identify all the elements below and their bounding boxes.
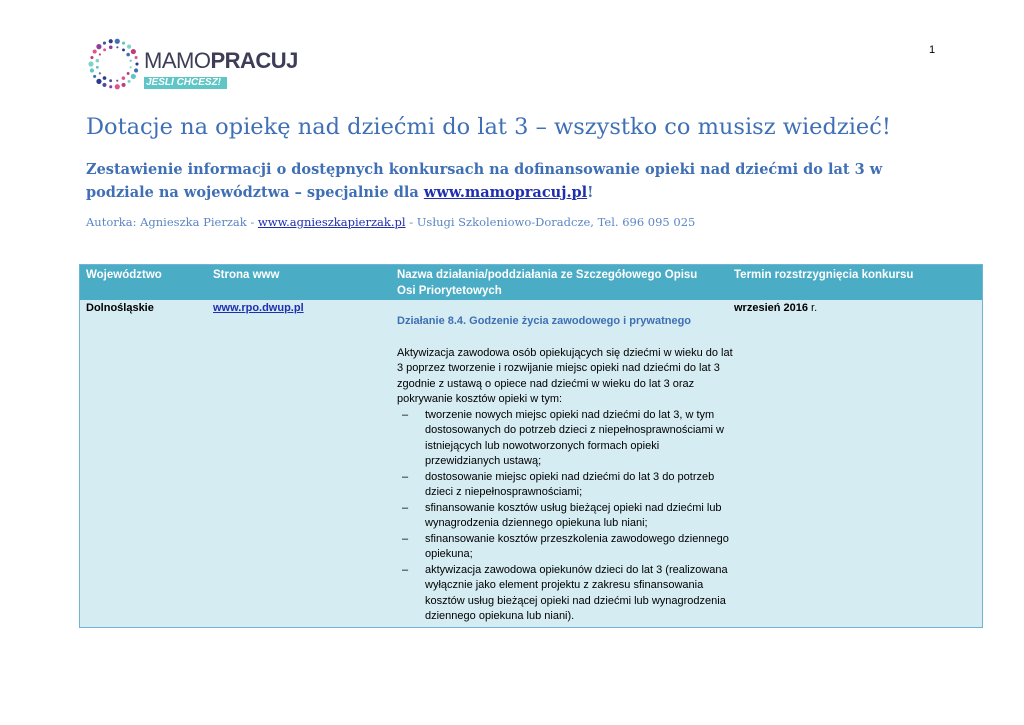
logo-dot <box>131 49 136 54</box>
column-header-region: Województwo <box>86 269 162 281</box>
date-value: wrzesień 2016 <box>734 302 808 314</box>
logo-dot <box>90 68 94 72</box>
logo-dot <box>93 75 96 78</box>
logo-dot <box>128 80 131 83</box>
list-item <box>397 532 737 563</box>
logo-dot <box>131 74 136 79</box>
cell-region: Dolnośląskie <box>86 302 154 314</box>
logo-dot <box>127 72 130 75</box>
action-description: Aktywizacja zawodowa osób opiekujących się dziećmi w wieku do lat 3 poprzez tworzenie i rozwijanie miejsc opieki nad dziećmi do lat 3 zgodnie z ustawą o opiece nad dziećmi w wieku do lat 3 oraz pokrywanie kosztów opieki w tym: <box>397 346 733 405</box>
logo-dot <box>102 83 106 87</box>
cell-date <box>734 301 817 317</box>
list-item <box>397 563 737 625</box>
dash-marker: – <box>402 501 409 514</box>
logo-dot <box>109 79 112 82</box>
logo-dot <box>122 48 125 51</box>
author-website-link[interactable]: www.agnieszkapierzak.pl <box>257 215 406 229</box>
logo-dot <box>90 56 93 59</box>
logo-dot <box>96 59 100 63</box>
logo-dot <box>116 46 118 48</box>
logo-dot <box>121 83 125 87</box>
logo-dot <box>103 42 106 45</box>
subtitle-text: Zestawienie informacji o dostępnych konkursach na dofinansowanie opieki nad dziećmi do lat 3 w podziale na województwa – specjalnie dla <box>86 161 883 201</box>
logo <box>86 36 306 96</box>
logo-text-mamo: MAMO <box>144 48 211 73</box>
date-suffix: r. <box>808 302 818 314</box>
logo-dot <box>135 62 138 65</box>
logo-dot <box>96 44 101 49</box>
list-item <box>397 470 737 501</box>
logo-dot <box>127 45 131 49</box>
list-item <box>397 501 737 532</box>
logo-dot <box>115 39 120 44</box>
page-title: Dotacje na opiekę nad dziećmi do lat 3 – wszystko co musisz wiedzieć! <box>86 114 891 140</box>
logo-dot <box>103 48 106 51</box>
bullet-text: tworzenie nowych miejsc opieki nad dziećmi do lat 3, w tym dostosowanych do potrzeb dzieci z niepełnosprawnościami w istniejących lub nowotworzonych formach opieki przewidzianych ustawą; <box>425 408 724 467</box>
logo-dot <box>96 66 99 69</box>
logo-dot <box>109 39 113 43</box>
logo-dot <box>122 42 125 45</box>
logo-dot <box>130 60 132 62</box>
mamopracuj-link[interactable]: www.mamopracuj.pl <box>423 184 588 201</box>
logo-dot <box>126 53 130 57</box>
dash-marker: – <box>402 470 409 483</box>
table-header <box>80 265 982 300</box>
logo-dot <box>116 80 118 82</box>
action-title: Działanie 8.4. Godzenie życia zawodowego i prywatnego <box>397 315 692 327</box>
logo-dot <box>115 84 120 89</box>
cell-action <box>397 314 737 625</box>
author-suffix: - Usługi Szkoleniowo-Doradcze, Tel. 696 095 025 <box>405 215 696 229</box>
action-bullet-list <box>397 408 737 625</box>
logo-dot <box>103 76 107 80</box>
column-header-action: Nazwa działania/poddziałania ze Szczegółowego Opisu Osi Priorytetowych <box>397 269 698 297</box>
column-header-website: Strona www <box>213 269 280 281</box>
bullet-text: sfinansowanie kosztów usług bieżącej opieki nad dziećmi lub wynagrodzenia dziennego opiekuna lub niani; <box>425 501 722 529</box>
logo-dot <box>109 46 113 50</box>
bullet-text: aktywizacja zawodowa opiekunów dzieci do lat 3 (realizowana wyłącznie jako element projektu z zakresu sfinansowania kosztów usług bieżącej opieki nad dziećmi lub wynagrodzenia dziennego opiekuna lub niani). <box>425 563 728 622</box>
grant-table <box>79 264 983 628</box>
page-subtitle <box>86 158 906 204</box>
cell-website-link[interactable]: www.rpo.dwup.pl <box>213 302 304 314</box>
logo-dot <box>88 61 93 66</box>
bullet-text: sfinansowanie kosztów przeszkolenia zawodowego dziennego opiekuna; <box>425 532 729 560</box>
logo-dots-icon <box>86 36 142 92</box>
page-number: 1 <box>929 44 936 56</box>
logo-dot <box>96 79 101 84</box>
author-prefix: Autorka: Agnieszka Pierzak - <box>86 215 258 229</box>
subtitle-end: ! <box>587 184 594 201</box>
logo-dot <box>109 85 112 88</box>
logo-dot <box>134 68 138 72</box>
logo-dot <box>99 72 101 74</box>
logo-dot <box>99 53 101 55</box>
bullet-text: dostosowanie miejsc opieki nad dziećmi do lat 3 do potrzeb dzieci z niepełnosprawnościami; <box>425 470 715 498</box>
logo-dot <box>135 56 138 59</box>
logo-tagline: JEŚLI CHCESZ! <box>144 77 227 89</box>
dash-marker: – <box>402 408 409 421</box>
dash-marker: – <box>402 563 409 576</box>
column-header-date: Termin rozstrzygnięcia konkursu <box>734 269 914 281</box>
dash-marker: – <box>402 532 409 545</box>
logo-dot <box>93 49 97 53</box>
logo-dot <box>130 66 132 68</box>
list-item <box>397 408 737 470</box>
logo-dot <box>122 76 126 80</box>
logo-text-pracuj: PRACUJ <box>210 48 298 73</box>
author-line <box>86 215 695 229</box>
